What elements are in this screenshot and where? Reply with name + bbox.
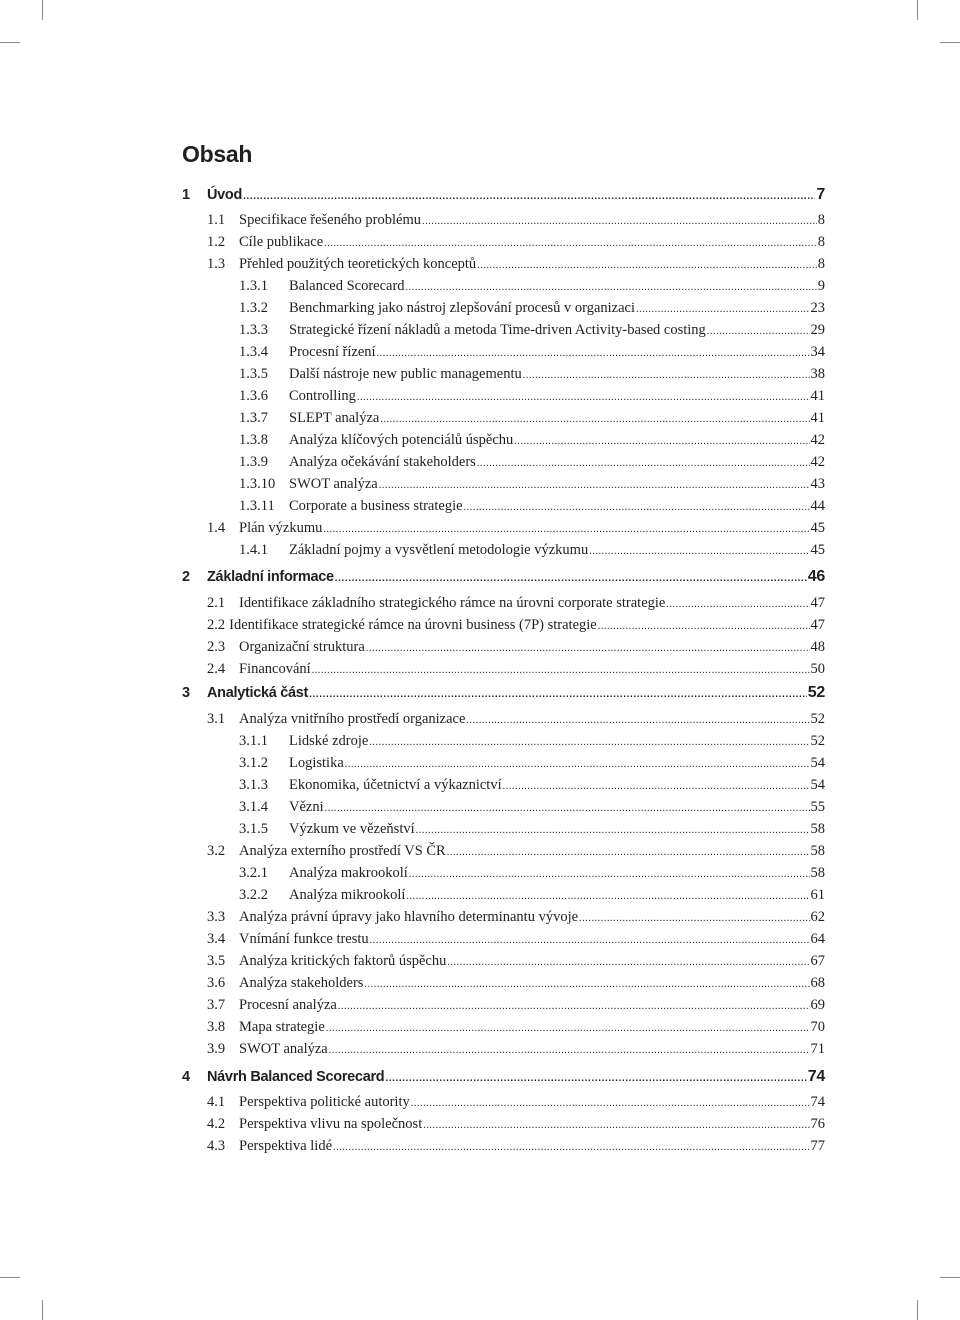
toc-entry-title: Základní informace [207,569,334,585]
dot-leader [598,616,810,638]
toc-entry-page: 54 [810,777,825,793]
toc-entry[interactable] [207,1091,825,1113]
toc-entry-title: Návrh Balanced Scorecard [207,1069,385,1085]
toc-entry-number: 1.3.8 [239,432,268,448]
dot-leader [666,594,809,616]
toc-entry-page: 8 [817,234,825,250]
toc-entry-number: 1.1 [207,212,226,228]
dot-leader [464,497,810,519]
toc-entry[interactable] [207,451,825,473]
dot-leader [477,453,810,475]
toc-entry-number: 1.4.1 [239,542,268,558]
toc-entry-page: 47 [810,595,825,611]
dot-leader [707,321,810,343]
toc-entry-title: Financování [239,661,311,677]
dot-leader [579,908,809,930]
toc-entry-title: Strategické řízení nákladů a metoda Time-driven Activity-based costing [289,322,706,338]
toc-entry-page: 67 [810,953,825,969]
toc-entry[interactable] [182,184,825,206]
toc-entry[interactable] [207,658,825,680]
toc-entry-number: 2 [182,569,190,585]
toc-entry-page: 47 [810,617,825,633]
dot-leader [377,343,810,365]
toc-entry-number: 3.1.5 [239,821,268,837]
toc-entry-title: Procesní analýza [239,997,337,1013]
toc-entry-title: Analýza mikrookolí [289,887,406,903]
toc-entry-page: 61 [810,887,825,903]
toc-entry-page: 70 [810,1019,825,1035]
toc-entry-page: 58 [810,843,825,859]
toc-entry[interactable] [207,1016,825,1038]
toc-entry-number: 3.4 [207,931,226,947]
toc-entry-page: 41 [810,410,825,426]
toc-entry-number: 2.2 [207,617,226,633]
toc-entry[interactable] [207,275,825,297]
dot-leader [385,1068,806,1090]
toc-entry-number: 3.1.4 [239,799,268,815]
toc-entry-number: 1.3.10 [239,476,276,492]
dot-leader [243,186,815,208]
dot-leader [589,541,809,563]
toc-entry-number: 1.4 [207,520,226,536]
toc-entry-title: Controlling [289,388,356,404]
toc-entry-page: 68 [810,975,825,991]
toc-entry-number: 1.3.7 [239,410,268,426]
dot-leader [370,930,810,952]
dot-leader [335,568,807,590]
toc-entry-number: 1.3.11 [239,498,275,514]
toc-entry-page: 55 [810,799,825,815]
toc-entry[interactable] [207,363,825,385]
toc-entry-page: 38 [810,366,825,382]
toc-entry-number: 4.3 [207,1138,226,1154]
toc-entry[interactable] [207,495,825,517]
dot-leader [514,431,809,453]
toc-entry[interactable] [207,231,825,253]
toc-entry[interactable] [207,614,825,636]
toc-entry-number: 2.3 [207,639,226,655]
dot-leader [312,660,810,682]
toc-entry[interactable] [207,752,825,774]
toc-entry-page: 46 [807,568,825,585]
toc-entry-page: 23 [810,300,825,316]
toc-entry[interactable] [207,297,825,319]
toc-entry-title: Lidské zdroje [289,733,369,749]
toc-entry-title: Balanced Scorecard [289,278,405,294]
toc-entry-title: Analýza makrookolí [289,865,408,881]
dot-leader [409,864,810,886]
toc-entry-number: 1.3.1 [239,278,268,294]
dot-leader [636,299,809,321]
toc-entry-title: Vězni [289,799,324,815]
toc-entry-title: Cíle publikace [239,234,324,250]
toc-entry-number: 1.3.6 [239,388,268,404]
toc-entry-title: Perspektiva lidé [239,1138,333,1154]
toc-entry-number: 3.6 [207,975,226,991]
toc-entry-page: 52 [810,711,825,727]
toc-entry[interactable] [207,906,825,928]
toc-entry[interactable] [207,253,825,275]
toc-entry-page: 54 [810,755,825,771]
toc-entry-title: Analýza vnitřního prostředí organizace [239,711,466,727]
dot-leader [369,732,809,754]
dot-leader [309,684,807,706]
toc-entry-number: 3.2.2 [239,887,268,903]
toc-entry[interactable] [207,818,825,840]
toc-entry-page: 41 [810,388,825,404]
toc-entry-title: Analýza očekávání stakeholders [289,454,476,470]
toc-entry-number: 1 [182,187,190,203]
toc-entry-title: Perspektiva politické autority [239,1094,410,1110]
toc-entry[interactable] [182,566,825,588]
toc-entry-number: 1.3.9 [239,454,268,470]
toc-entry[interactable] [182,682,825,704]
dot-leader [345,754,810,776]
toc-entry-number: 3.8 [207,1019,226,1035]
toc-entry[interactable] [207,1038,825,1060]
toc-entry-page: 45 [810,542,825,558]
toc-entry[interactable] [207,862,825,884]
toc-entry[interactable] [207,592,825,614]
toc-entry-page: 62 [810,909,825,925]
toc-entry-title: Výzkum ve vězeňství [289,821,415,837]
toc-entry-number: 3.2 [207,843,226,859]
toc-entry-page: 52 [807,684,825,701]
dot-leader [323,519,809,541]
toc-entry-title: Úvod [207,187,243,203]
toc-entry-page: 71 [810,1041,825,1057]
toc-entry[interactable] [182,1066,825,1088]
toc-entry-title: Logistika [289,755,344,771]
toc-entry-number: 1.3.4 [239,344,268,360]
dot-leader [338,996,810,1018]
toc-entry-number: 1.3.2 [239,300,268,316]
toc-entry[interactable] [207,385,825,407]
toc-entry-title: Mapa strategie [239,1019,325,1035]
toc-entry[interactable] [207,994,825,1016]
dot-leader [423,1115,809,1137]
toc-entry[interactable] [207,1135,825,1157]
toc-entry-page: 44 [810,498,825,514]
toc-entry-page: 9 [817,278,825,294]
toc-entry[interactable] [207,407,825,429]
toc-entry-title: Další nástroje new public managementu [289,366,522,382]
toc-entry[interactable] [207,884,825,906]
dot-leader [406,886,809,908]
toc-entry[interactable] [207,708,825,730]
toc-entry-number: 3.7 [207,997,226,1013]
dot-leader [447,952,809,974]
toc-entry-page: 58 [810,821,825,837]
toc-entry-number: 4.1 [207,1094,226,1110]
toc-entry[interactable] [207,840,825,862]
toc-entry-title: Analýza klíčových potenciálů úspěchu [289,432,514,448]
toc-entry-title: Analýza externího prostředí VS ČR [239,843,446,859]
toc-entry-title: Přehled použitých teoretických konceptů [239,256,477,272]
dot-leader [366,638,810,660]
toc-entry-page: 42 [810,432,825,448]
toc-entry-title: Perspektiva vlivu na společnost [239,1116,423,1132]
toc-entry-page: 48 [810,639,825,655]
toc-entry-title: Procesní řízení [289,344,376,360]
toc-entry-title: Analýza kritických faktorů úspěchu [239,953,447,969]
toc-entry-page: 64 [810,931,825,947]
dot-leader [324,233,817,255]
toc-entry-number: 1.3.3 [239,322,268,338]
toc-entry-page: 34 [810,344,825,360]
dot-leader [406,277,817,299]
toc-entry-title: Corporate a business strategie [289,498,463,514]
toc-entry[interactable] [207,928,825,950]
dot-leader [326,1018,810,1040]
toc-entry-title: Identifikace základního strategického rámce na úrovni corporate strategie [239,595,666,611]
toc-entry-number: 3.1.2 [239,755,268,771]
dot-leader [416,820,810,842]
toc-entry[interactable] [207,517,825,539]
toc-entry-page: 8 [817,256,825,272]
toc-entry-page: 69 [810,997,825,1013]
dot-leader [466,710,809,732]
dot-leader [379,475,810,497]
toc-entry-number: 4 [182,1069,190,1085]
toc-entry-number: 3.2.1 [239,865,268,881]
toc-entry-number: 2.1 [207,595,226,611]
toc-entry-number: 3.3 [207,909,226,925]
toc-entry[interactable] [207,774,825,796]
dot-leader [503,776,810,798]
toc-entry-page: 52 [810,733,825,749]
toc-entry-title: SLEPT analýza [289,410,380,426]
toc-entry[interactable] [207,972,825,994]
toc-entry-number: 1.3.5 [239,366,268,382]
toc-entry-title: SWOT analýza [239,1041,328,1057]
toc-entry-title: Vnímání funkce trestu [239,931,369,947]
toc-entry-number: 3.1.1 [239,733,268,749]
dot-leader [325,798,810,820]
toc-entry-title: Specifikace řešeného problému [239,212,421,228]
toc-entry-title: Benchmarking jako nástroj zlepšování procesů v organizaci [289,300,636,316]
toc-entry-page: 29 [810,322,825,338]
dot-leader [333,1137,809,1159]
toc-entry-page: 43 [810,476,825,492]
toc-entry-title: Analýza stakeholders [239,975,364,991]
dot-leader [422,211,817,233]
dot-leader [357,387,810,409]
toc-entry-page: 58 [810,865,825,881]
toc-entry-number: 3.1 [207,711,226,727]
toc-entry[interactable] [207,539,825,561]
toc-entry[interactable] [207,730,825,752]
toc-entry-number: 2.4 [207,661,226,677]
toc-entry-number: 1.3 [207,256,226,272]
toc-entry[interactable] [207,473,825,495]
toc-entry-page: 8 [817,212,825,228]
dot-leader [364,974,809,996]
toc-entry-number: 3.1.3 [239,777,268,793]
toc-entry[interactable] [207,341,825,363]
toc-entry-title: Analýza právní úpravy jako hlavního determinantu vývoje [239,909,579,925]
toc-entry-page: 42 [810,454,825,470]
toc-entry-page: 50 [810,661,825,677]
toc-entry-title: Ekonomika, účetnictví a výkaznictví [289,777,502,793]
dot-leader [411,1093,810,1115]
toc-entry-number: 4.2 [207,1116,226,1132]
toc-entry-title: Identifikace strategické rámce na úrovni business (7P) strategie [229,617,597,633]
toc-entry-title: Organizační struktura [239,639,365,655]
toc-entry[interactable] [207,950,825,972]
dot-leader [329,1040,810,1062]
toc-entry[interactable] [207,429,825,451]
toc-entry[interactable] [207,796,825,818]
toc-entry-number: 3.5 [207,953,226,969]
dot-leader [477,255,817,277]
toc-entry-page: 7 [816,186,825,203]
toc-entry-page: 45 [810,520,825,536]
toc-entry-title: SWOT analýza [289,476,378,492]
toc-entry-number: 1.2 [207,234,226,250]
toc-entry-page: 76 [810,1116,825,1132]
toc-entry-number: 3.9 [207,1041,226,1057]
toc-entry-page: 74 [807,1068,825,1085]
toc-entry-page: 77 [810,1138,825,1154]
toc-entry-title: Plán výzkumu [239,520,323,536]
toc-entry-title: Základní pojmy a vysvětlení metodologie výzkumu [289,542,589,558]
toc-entry[interactable] [207,1113,825,1135]
page-title: Obsah [182,141,253,167]
toc-entry-number: 3 [182,685,190,701]
toc-entry[interactable] [207,319,825,341]
toc-entry-page: 74 [810,1094,825,1110]
toc-entry[interactable] [207,636,825,658]
dot-leader [523,365,810,387]
toc-entry-title: Analytická část [207,685,309,701]
dot-leader [447,842,810,864]
toc-entry[interactable] [207,209,825,231]
dot-leader [380,409,809,431]
